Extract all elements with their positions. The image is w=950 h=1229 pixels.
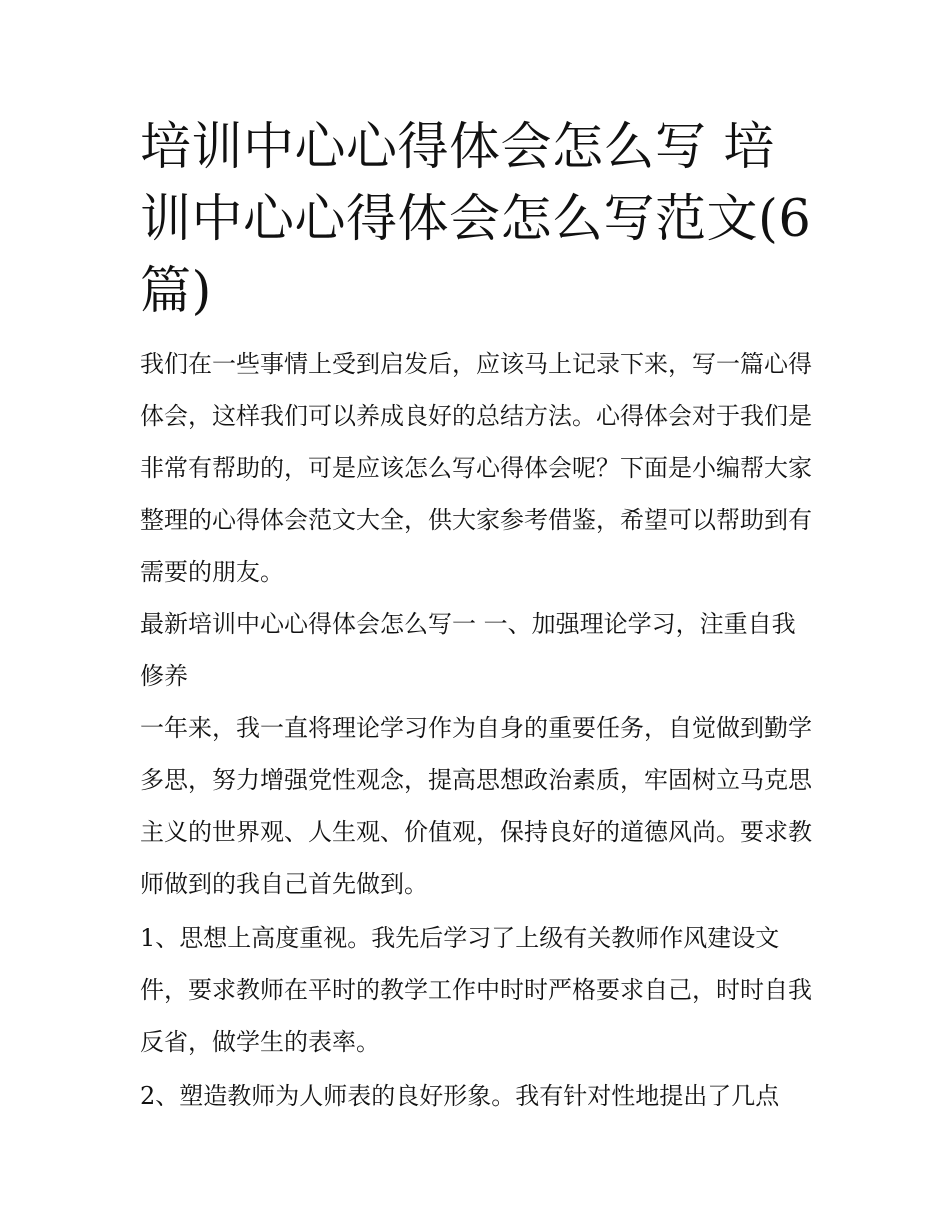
intro-paragraph: 我们在一些事情上受到启发后，应该马上记录下来，写一篇心得体会，这样我们可以养成良好的总结方法。心得体会对于我们是非常有帮助的，可是应该怎么写心得体会呢？下面是小编帮大家整理的心得体会范文大全，供大家参考借鉴，希望可以帮助到有需要的朋友。 [140,350,812,586]
list-item-1: 1、思想上高度重视。我先后学习了上级有关教师作风建设文件，要求教师在平时的教学工作中时时严格要求自己，时时自我反省，做学生的表率。 [140,924,812,1056]
list-item-2: 2、塑造教师为人师表的良好形象。我有针对性地提出了几点 [140,1082,780,1110]
body-paragraph: 一年来，我一直将理论学习作为自身的重要任务，自觉做到勤学多思，努力增强党性观念，提高思想政治素质，牢固树立马克思主义的世界观、人生观、价值观，保持良好的道德风尚。要求教师做到的我自己首先做到。 [140,714,812,898]
document-body [140,338,812,1122]
document-page [140,112,812,1122]
section-heading: 最新培训中心心得体会怎么写一 一、加强理论学习，注重自我修养 [140,610,796,690]
document-title: 培训中心心得体会怎么写 培训中心心得体会怎么写范文(6篇) [140,118,812,321]
